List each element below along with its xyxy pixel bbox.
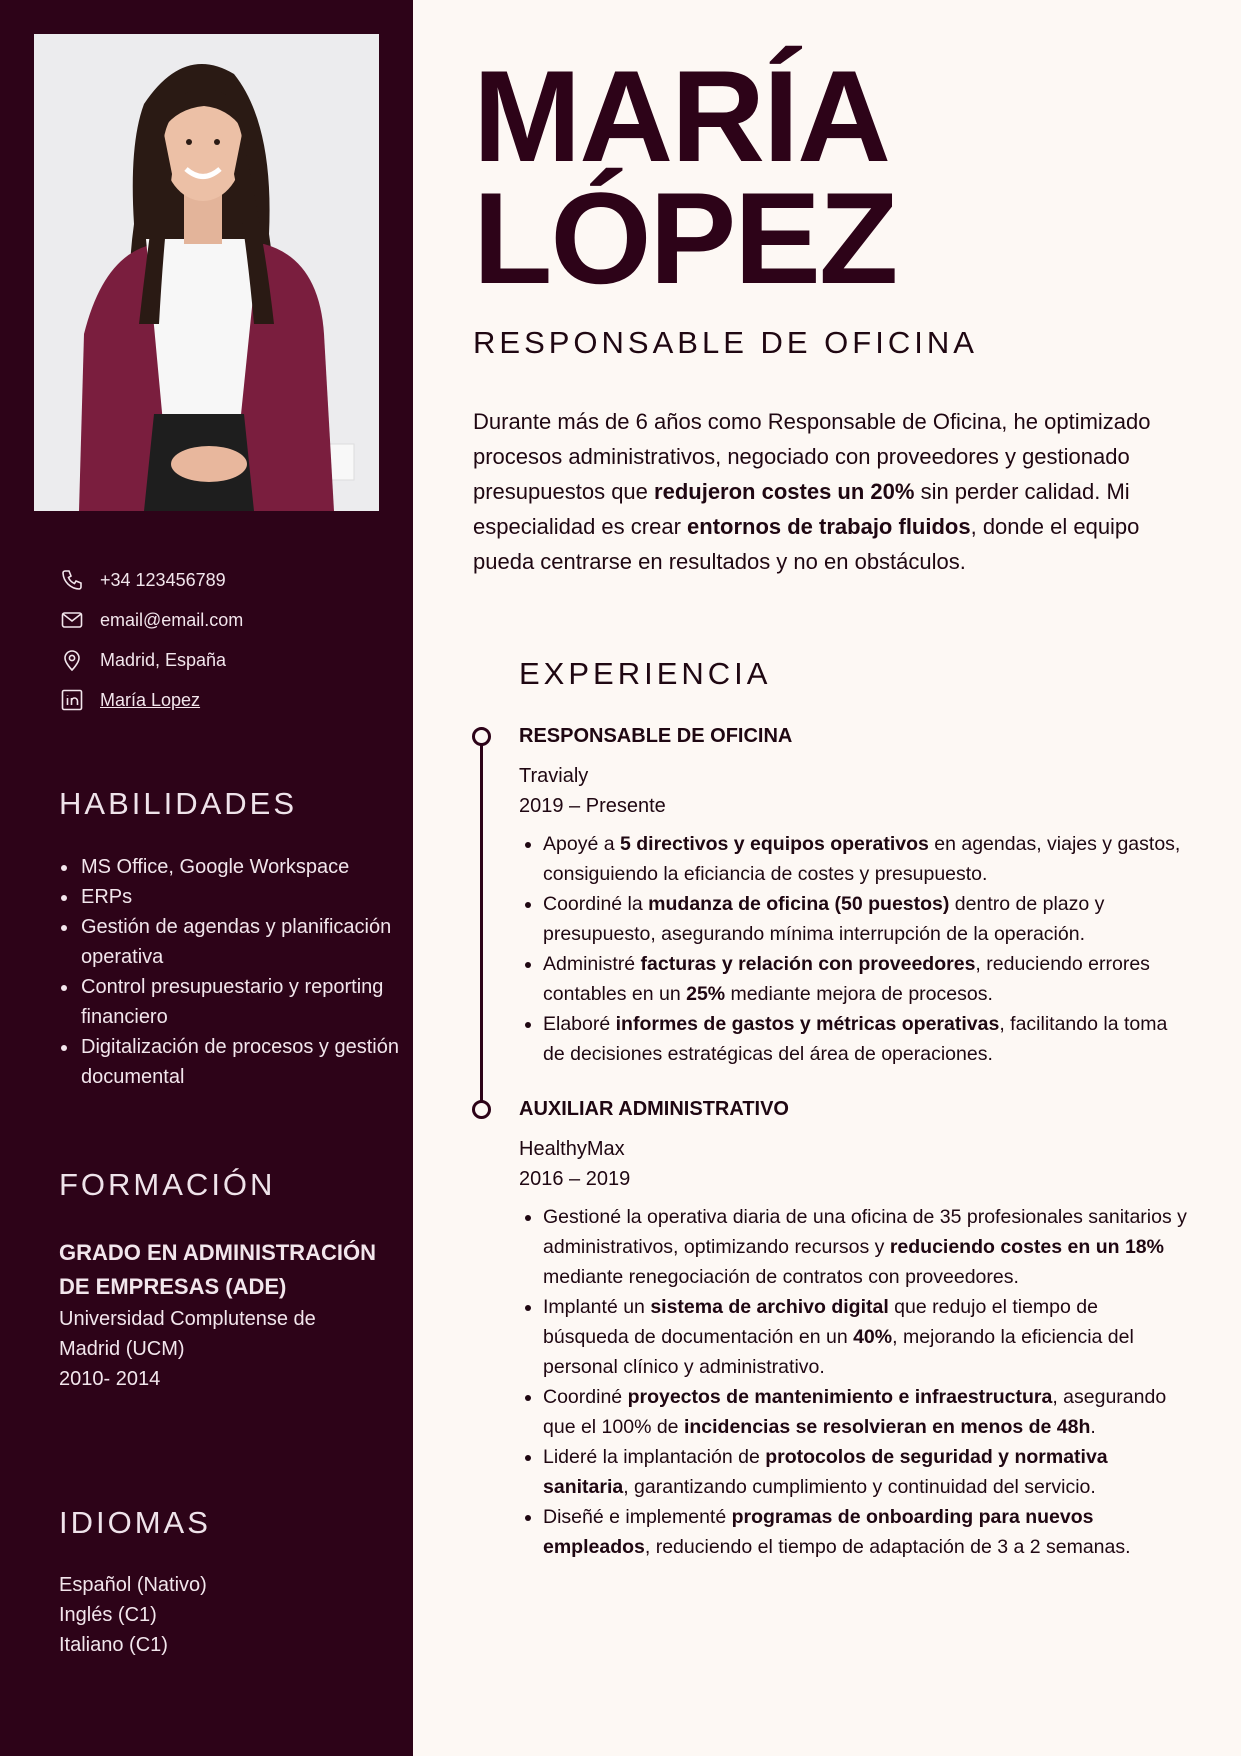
experience-entry [519,721,1189,1069]
job-bullet [543,1009,1189,1069]
email-address: email@email.com [100,609,244,630]
experience-entry [519,1094,1189,1562]
timeline-dot [472,727,491,746]
education-years: 2010- 2014 [59,1368,161,1390]
mail-icon [58,606,86,634]
bullet-highlight: proyectos de mantenimiento e infraestructura [627,1386,1053,1408]
bullet-text: en agendas, viajes y gastos, consiguiendo la eficiancia de costes y presupuesto. [543,833,1181,885]
bullet-text: Implanté un [543,1296,651,1318]
location-text: Madrid, España [100,649,227,670]
contact-email[interactable] [58,600,243,640]
contact-phone[interactable] [58,560,243,600]
bullet-highlight: 25% [686,983,726,1005]
job-role: AUXILIAR ADMINISTRATIVO [519,1098,789,1120]
bullet-text: Lideré la implantación de [543,1446,766,1468]
bullet-highlight: programas de onboarding para nuevos empleados [543,1506,1094,1558]
bullet-text: Coordiné [543,1386,628,1408]
bullet-highlight: facturas y relación con proveedores [640,953,976,975]
job-bullet [543,1202,1189,1292]
linkedin-link[interactable]: María Lopez [100,689,201,710]
job-bullet [543,1502,1189,1562]
job-company: Travialy [519,765,589,787]
skill-item: • MS Office, Google Workspace [79,852,399,882]
job-bullet [543,1442,1189,1502]
main-content [413,0,1241,1756]
bullet-highlight: protocolos de seguridad y normativa sanitaria [543,1446,1108,1498]
job-dates: 2016 – 2019 [519,1168,631,1190]
bullet-text: que redujo el tiempo de búsqueda de documentación en un [543,1296,1098,1348]
bullet-text: , garantizando cumplimiento y continuidad del servicio. [623,1476,1096,1498]
job-title: RESPONSABLE DE OFICINA [473,325,978,360]
first-name: MARÍA [473,43,890,189]
phone-icon [58,566,86,594]
profile-photo [34,34,379,511]
job-bullets [519,1202,1189,1562]
bullet-text: , reduciendo errores contables en un [543,953,1150,1005]
languages-list [59,1570,207,1660]
job-company: HealthyMax [519,1138,625,1160]
bullet-highlight: informes de gastos y métricas operativas [615,1013,1000,1035]
skills-heading: HABILIDADES [59,786,298,821]
job-bullet [543,889,1189,949]
phone-number: +34 123456789 [100,569,226,590]
experience-heading: EXPERIENCIA [519,656,772,691]
language-item: Español (Nativo) [59,1574,207,1596]
job-bullet [543,1382,1189,1442]
location-pin-icon [58,646,86,674]
bullet-highlight: incidencias se resolvieran en menos de 48h [683,1416,1091,1438]
linkedin-icon [58,686,86,714]
job-role: RESPONSABLE DE OFICINA [519,725,793,747]
bullet-text: Apoyé a [543,833,620,855]
skill-item: • ERPs [79,882,399,912]
bullet-highlight: sistema de archivo digital [650,1296,889,1318]
skill-item: • Digitalización de procesos y gestión documental [79,1032,399,1092]
contact-location [58,640,243,680]
skills-list [58,852,399,1092]
language-item: Inglés (C1) [59,1604,157,1626]
full-name [473,43,897,311]
job-bullet [543,829,1189,889]
job-bullet [543,1292,1189,1382]
sidebar [0,0,413,1756]
bullet-highlight: 5 directivos y equipos operativos [619,833,929,855]
degree-title: GRADO EN ADMINISTRACIÓN DE EMPRESAS (ADE) [59,1240,376,1299]
last-name: LÓPEZ [473,165,897,311]
summary-highlight: entornos de trabajo fluidos [687,514,971,539]
summary-highlight: redujeron costes un 20% [654,479,915,504]
job-bullet [543,949,1189,1009]
profile-summary [473,404,1185,579]
contact-linkedin[interactable] [58,680,243,720]
job-dates: 2019 – Presente [519,795,666,817]
bullet-text: , facilitando la toma de decisiones estratégicas del área de operaciones. [543,1013,1168,1065]
language-item: Italiano (C1) [59,1634,168,1656]
education-block [59,1236,379,1394]
bullet-text: Administré [543,953,641,975]
bullet-text: mediante mejora de procesos. [725,983,993,1005]
bullet-text: mediante renegociación de contratos con proveedores. [543,1266,1019,1288]
bullet-highlight: mudanza de oficina (50 puestos) [648,893,950,915]
bullet-text: Gestioné la operativa diaria de una oficina de 35 profesionales sanitarios y administrativos, optimizando recursos y [543,1206,1187,1258]
bullet-highlight: 40% [853,1326,893,1348]
languages-heading: IDIOMAS [59,1505,211,1540]
timeline-line [480,744,483,1103]
skill-item: • Control presupuestario y reporting financiero [79,972,399,1032]
bullet-text: , asegurando que el 100% de [543,1386,1167,1438]
summary-text: sin perder calidad. Mi especialidad es crear [473,479,1130,539]
bullet-text: dentro de plazo y presupuesto, asegurando mínima interrupción de la operación. [543,893,1105,945]
bullet-text: Coordiné la [543,893,649,915]
bullet-text: , reduciendo el tiempo de adaptación de 3 a 2 semanas. [644,1536,1131,1558]
bullet-text: Diseñé e implementé [543,1506,732,1528]
bullet-highlight: reduciendo costes en un 18% [889,1236,1164,1258]
school-name: Universidad Complutense de Madrid (UCM) [59,1308,316,1360]
job-bullets [519,829,1189,1069]
contact-list [58,560,243,720]
bullet-text: , mejorando la eficiencia del personal clínico y administrativo. [543,1326,1134,1378]
bullet-text: . [1090,1416,1096,1438]
summary-text: , donde el equipo pueda centrarse en resultados y no en obstáculos. [473,514,1140,574]
summary-text: Durante más de 6 años como Responsable de Oficina, he optimizado procesos administrativos, negociado con proveedores y gestionado presupuestos que [473,409,1151,504]
skill-item: • Gestión de agendas y planificación operativa [79,912,399,972]
education-heading: FORMACIÓN [59,1167,276,1202]
timeline-dot [472,1100,491,1119]
bullet-text: Elaboré [543,1013,616,1035]
